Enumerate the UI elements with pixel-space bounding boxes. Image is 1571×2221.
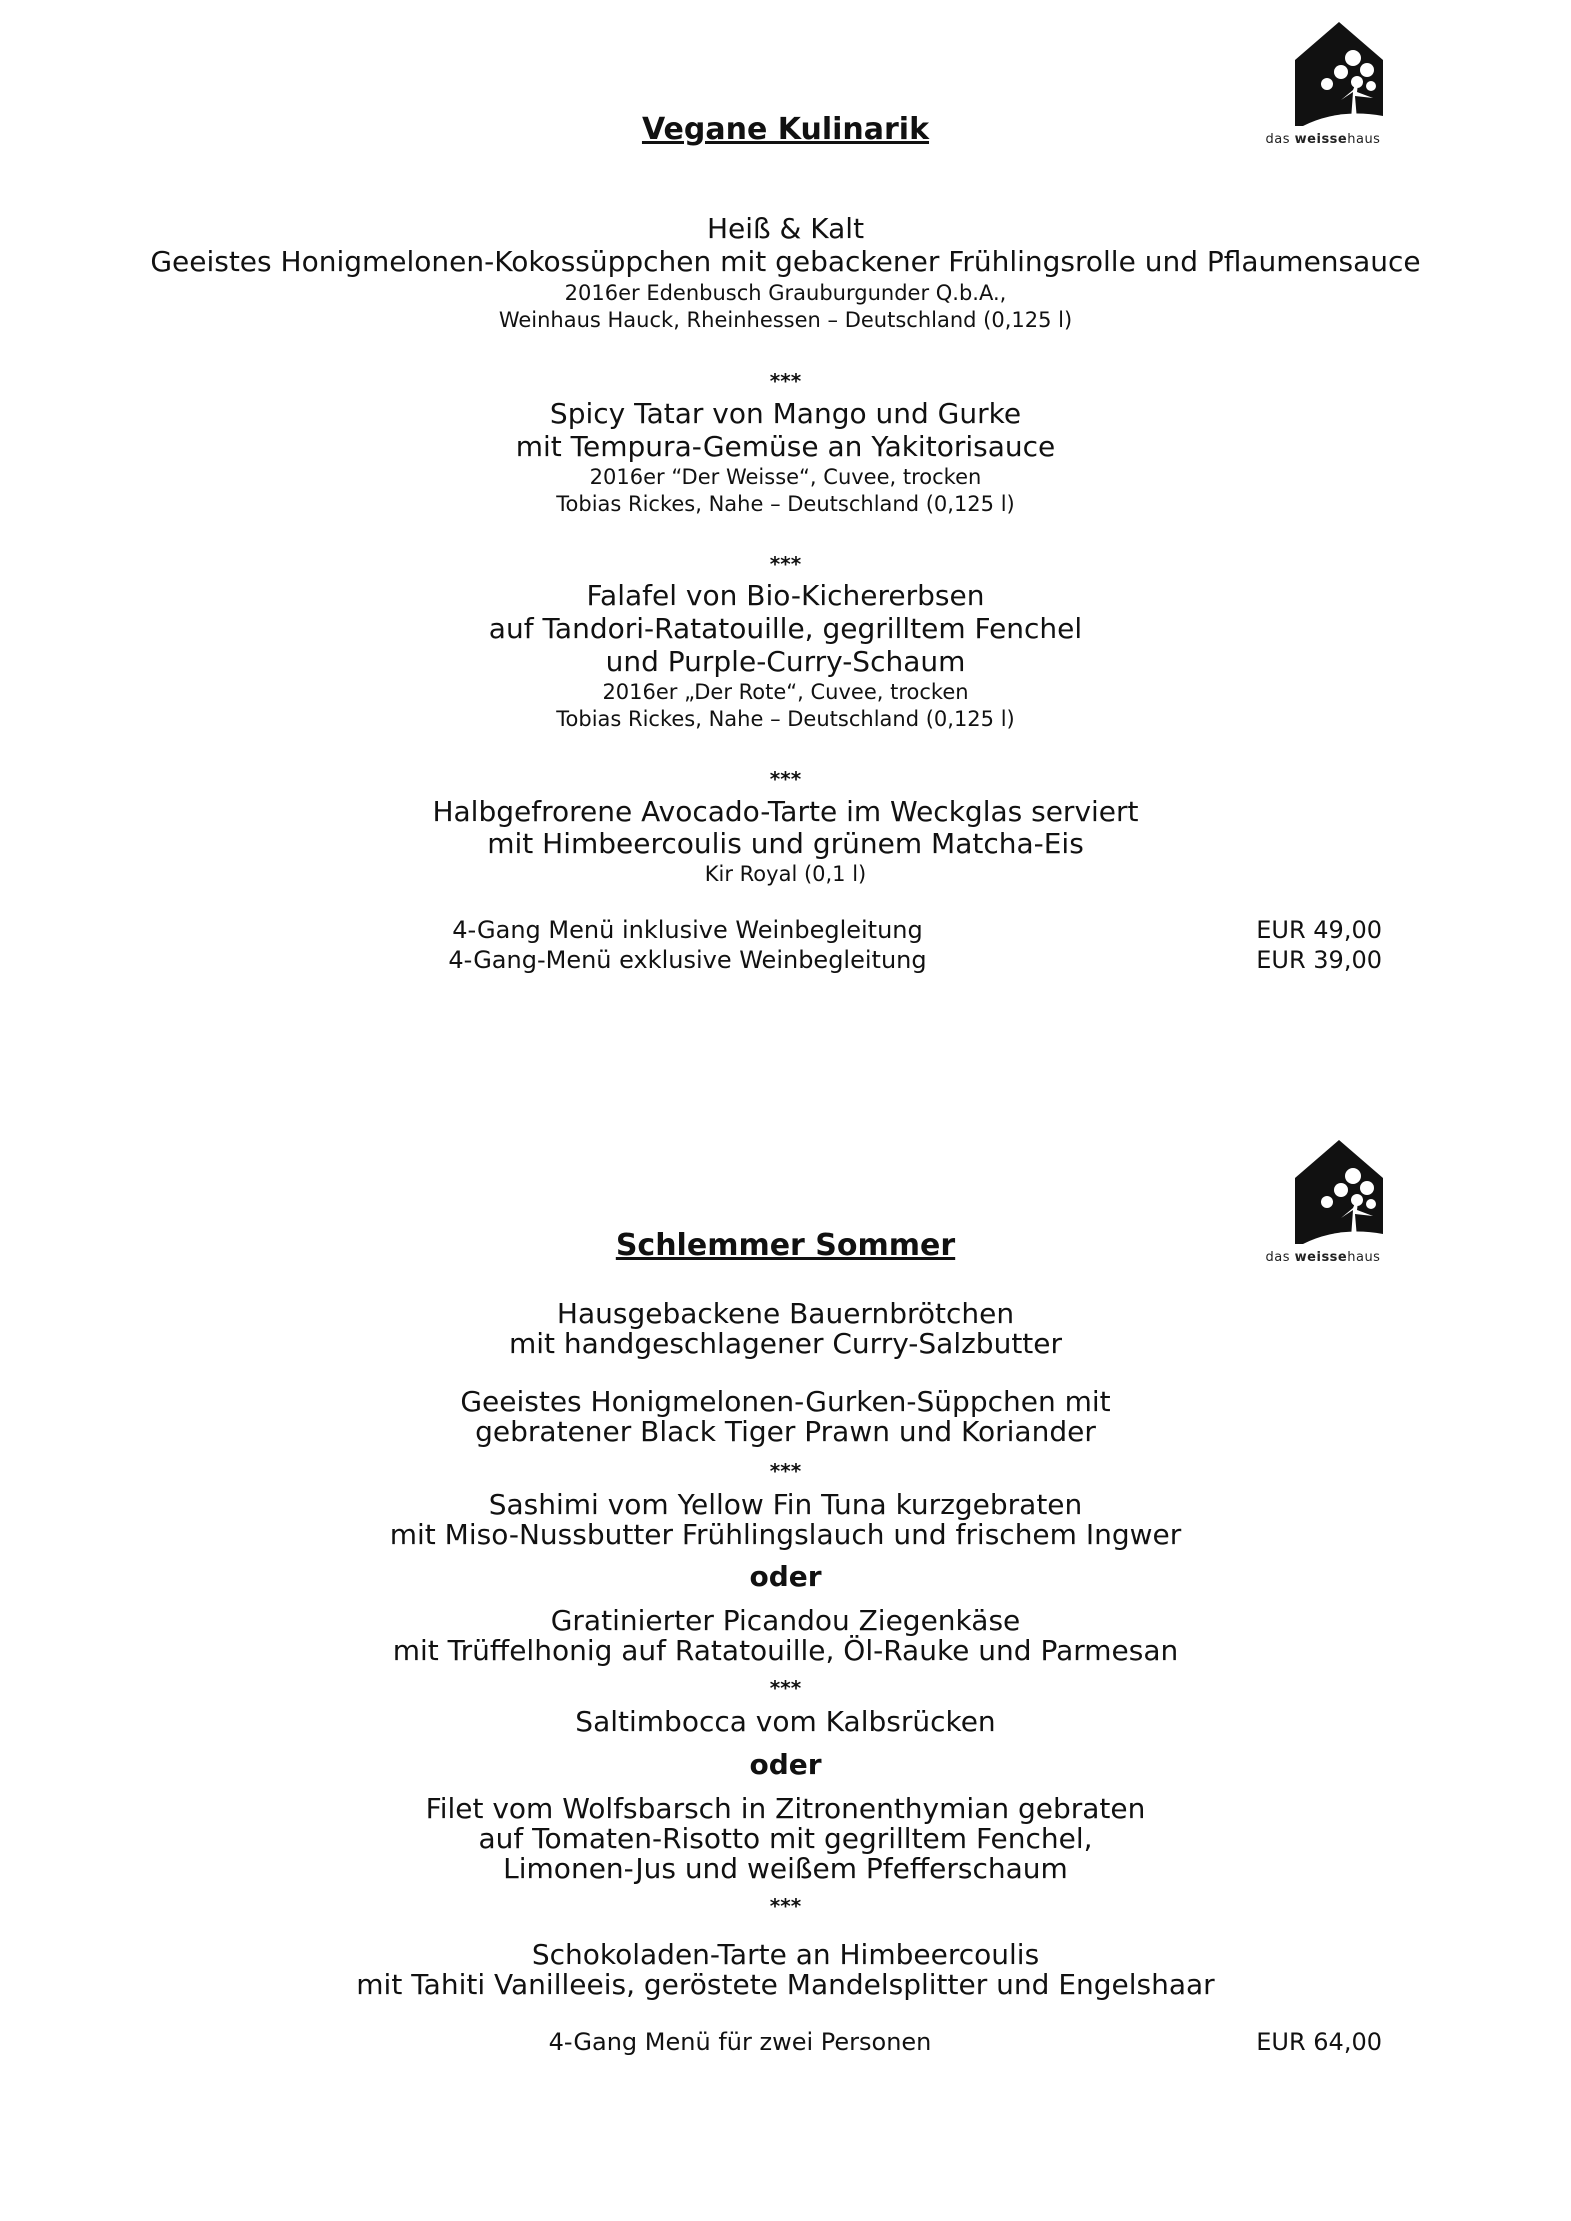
menu1-course4-line1: Halbgefrorene Avocado-Tarte im Weckglas serviert	[432, 795, 1139, 828]
menu2-separator: ***	[769, 1894, 802, 1918]
menu2-oder: oder	[749, 1560, 822, 1593]
menu1-course2-wine2: Tobias Rickes, Nahe – Deutschland (0,125 l)	[556, 492, 1015, 516]
price-value: EUR 64,00	[1256, 2028, 1382, 2056]
price-label: 4-Gang-Menü exklusive Weinbegleitung	[448, 946, 927, 974]
menu2-starter-a-line2: mit Miso-Nussbutter Frühlingslauch und frischem Ingwer	[389, 1518, 1182, 1551]
menu1-separator: ***	[769, 552, 802, 576]
menu1-course4-wine1: Kir Royal (0,1 l)	[704, 862, 867, 886]
menu2-soup-line2: gebratener Black Tiger Prawn und Koriander	[475, 1415, 1096, 1448]
menu2-dessert-line2: mit Tahiti Vanilleeis, geröstete Mandelsplitter und Engelshaar	[356, 1968, 1215, 2001]
price-label: 4-Gang Menü für zwei Personen	[548, 2028, 932, 2056]
menu2-soup-line1: Geeistes Honigmelonen-Gurken-Süppchen mit	[460, 1385, 1111, 1418]
price-value: EUR 49,00	[1256, 916, 1382, 944]
menu2-separator: ***	[769, 1676, 802, 1700]
menu2-bread-line1: Hausgebackene Bauernbrötchen	[556, 1297, 1015, 1330]
menu1-course4-line2: mit Himbeercoulis und grünem Matcha-Eis	[487, 827, 1084, 860]
menu2-separator: ***	[769, 1459, 802, 1483]
menu1-title: Vegane Kulinarik	[641, 112, 930, 147]
menu2-title: Schlemmer Sommer	[615, 1228, 956, 1263]
menu1-course2-line2: mit Tempura-Gemüse an Yakitorisauce	[515, 430, 1056, 463]
menu1-separator: ***	[769, 767, 802, 791]
menu1-course3-line2: auf Tandori-Ratatouille, gegrilltem Fenchel	[488, 612, 1083, 645]
menu1-course1-line2: Geeistes Honigmelonen-Kokossüppchen mit gebackener Frühlingsrolle und Pflaumensauce	[150, 245, 1421, 278]
menu2-starter-a-line1: Sashimi vom Yellow Fin Tuna kurzgebraten	[488, 1488, 1083, 1521]
price-value: EUR 39,00	[1256, 946, 1382, 974]
menu1-course1-wine1: 2016er Edenbusch Grauburgunder Q.b.A.,	[564, 281, 1007, 305]
menu1-course3-line1: Falafel von Bio-Kichererbsen	[586, 579, 985, 612]
menu1-course2-line1: Spicy Tatar von Mango und Gurke	[549, 397, 1022, 430]
menu2-main-b-line2: auf Tomaten-Risotto mit gegrilltem Fenchel,	[478, 1822, 1093, 1855]
menu1-course1-line1: Heiß & Kalt	[706, 212, 865, 245]
menu2-oder: oder	[749, 1748, 822, 1781]
menu2-bread-line2: mit handgeschlagener Curry-Salzbutter	[508, 1327, 1063, 1360]
menu1-course1-wine2: Weinhaus Hauck, Rheinhessen – Deutschland (0,125 l)	[498, 308, 1073, 332]
menu1-course3-line3: und Purple-Curry-Schaum	[605, 645, 966, 678]
menu1-course3-wine1: 2016er „Der Rote“, Cuvee, trocken	[602, 680, 969, 704]
menu1-separator: ***	[769, 369, 802, 393]
logo-wordmark: das weissehaus	[1265, 1250, 1381, 1265]
menu2-main-b-line1: Filet vom Wolfsbarsch in Zitronenthymian gebraten	[425, 1792, 1146, 1825]
price-label: 4-Gang Menü inklusive Weinbegleitung	[452, 916, 923, 944]
menu2-starter-b-line1: Gratinierter Picandou Ziegenkäse	[550, 1604, 1021, 1637]
menu2-main-b-line3: Limonen-Jus und weißem Pfefferschaum	[503, 1852, 1068, 1885]
menu2-starter-b-line2: mit Trüffelhonig auf Ratatouille, Öl-Rauke und Parmesan	[392, 1634, 1179, 1667]
menu2-main-a-line1: Saltimbocca vom Kalbsrücken	[575, 1705, 996, 1738]
menu1-course3-wine2: Tobias Rickes, Nahe – Deutschland (0,125 l)	[556, 707, 1015, 731]
menu1-course2-wine1: 2016er “Der Weisse“, Cuvee, trocken	[589, 465, 982, 489]
logo-wordmark: das weissehaus	[1265, 132, 1381, 147]
menu2-dessert-line1: Schokoladen-Tarte an Himbeercoulis	[531, 1938, 1040, 1971]
